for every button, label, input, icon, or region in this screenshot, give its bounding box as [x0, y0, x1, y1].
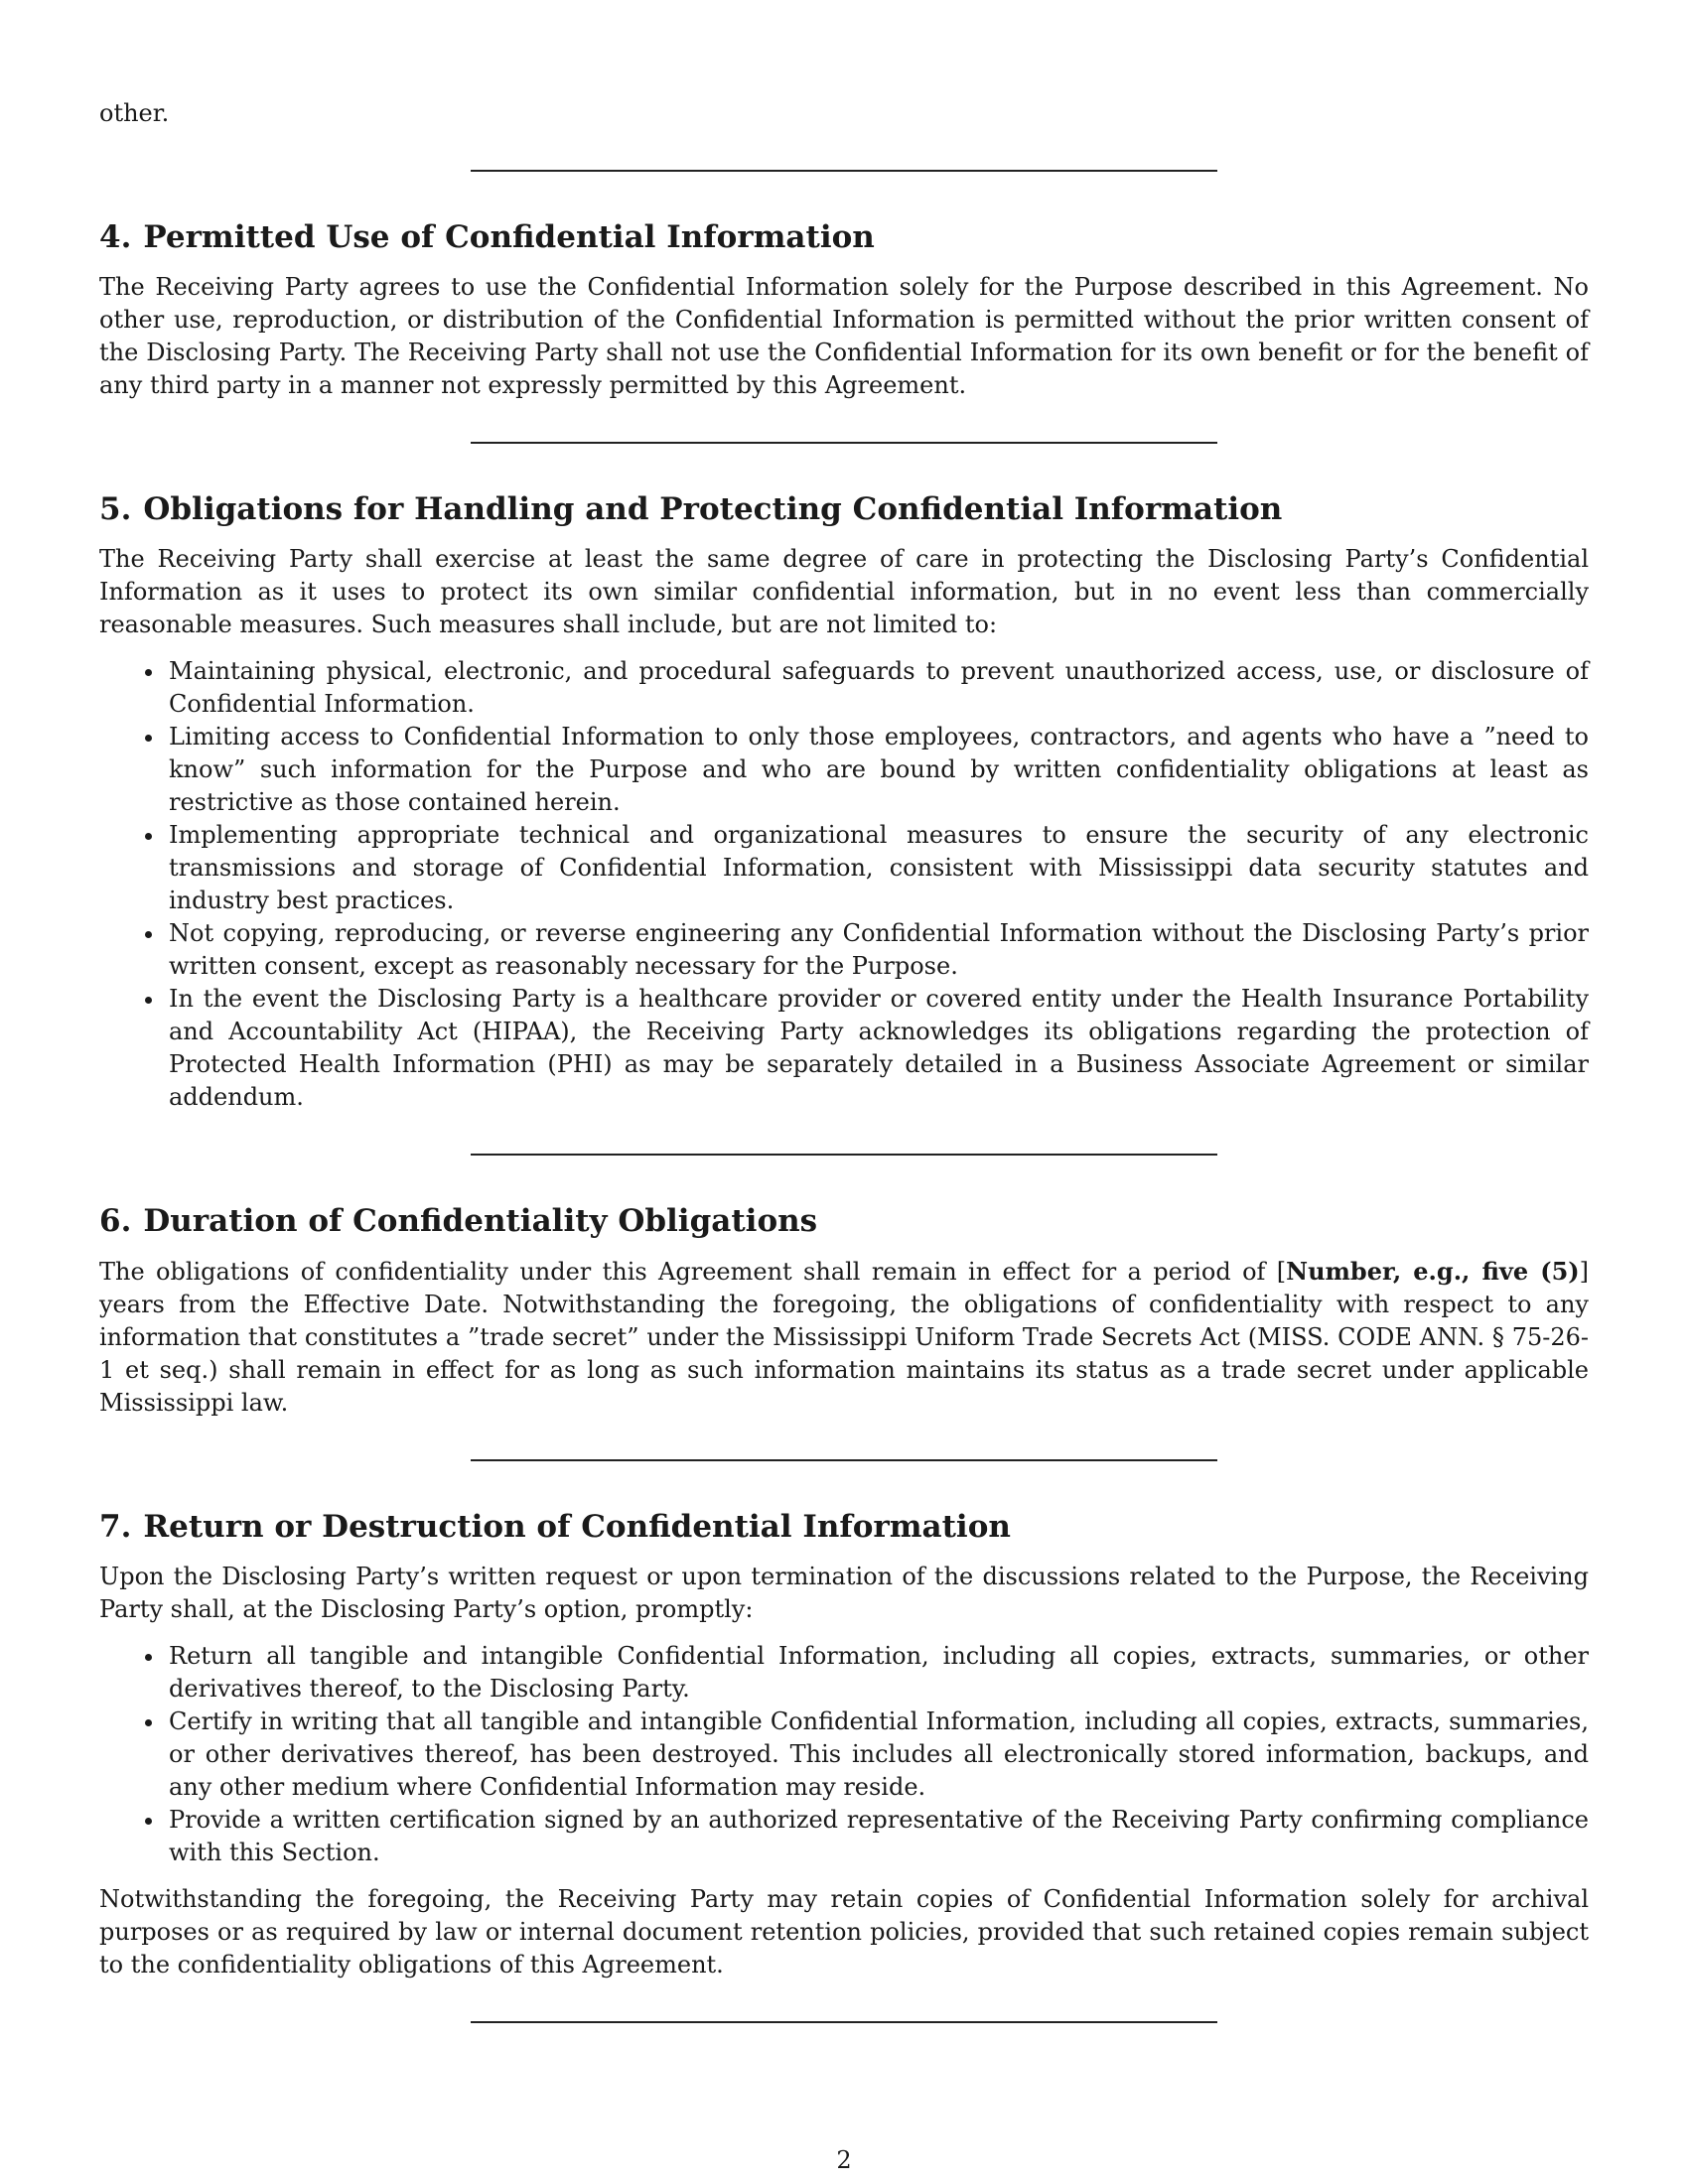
section-7-heading: [99, 1507, 1589, 1547]
section-6-placeholder: Number, e.g., five (5): [1286, 1257, 1580, 1286]
section-6-body-after: ] years from the Effective Date. Notwithstanding the foregoing, the obligations of confidentiality with respect to any information that constitutes a ”trade secret” under the Mississippi Uniform Trade Secrets Act (MISS. CODE ANN. § 75-26-1 et seq.) shall remain in effect for as long as such information maintains its status as a trade secret under applicable Mississippi law.: [99, 1258, 1589, 1417]
page-number: 2: [836, 2146, 852, 2174]
section-divider: [471, 2021, 1217, 2023]
section-6-title: Duration of Confidentiality Obligations: [143, 1203, 818, 1239]
section-6-body: [99, 1255, 1589, 1420]
section-divider: [471, 1154, 1217, 1156]
list-item: Provide a written certification signed by an authorized representative of the Receiving Party confirming compliance with this Section.: [169, 1804, 1589, 1869]
list-item: Not copying, reproducing, or reverse engineering any Confidential Information without the Disclosing Party’s prior written consent, except as reasonably necessary for the Purpose.: [169, 917, 1589, 983]
section-5-heading: [99, 489, 1589, 529]
document-body: [99, 97, 1589, 2023]
section-divider: [471, 170, 1217, 172]
section-4-number: 4.: [99, 219, 132, 255]
section-6-number: 6.: [99, 1203, 132, 1239]
section-divider: [471, 442, 1217, 444]
section-6-body-before: The obligations of confidentiality under this Agreement shall remain in effect for a period of [: [99, 1258, 1287, 1286]
carry-over-text: other.: [99, 99, 170, 127]
section-5-title: Obligations for Handling and Protecting Confidential Information: [143, 491, 1283, 527]
list-item: Certify in writing that all tangible and intangible Confidential Information, including all copies, extracts, summaries, or other derivatives thereof, has been destroyed. This includes all electronically stored information, backups, and any other medium where Confidential Information may reside.: [169, 1706, 1589, 1804]
list-item: Return all tangible and intangible Confidential Information, including all copies, extracts, summaries, or other derivatives thereof, to the Disclosing Party.: [169, 1640, 1589, 1706]
section-divider: [471, 1459, 1217, 1461]
section-5-number: 5.: [99, 491, 132, 527]
section-6-heading: [99, 1201, 1589, 1241]
section-7-number: 7.: [99, 1509, 132, 1545]
section-4-heading: [99, 217, 1589, 257]
list-item: Maintaining physical, electronic, and procedural safeguards to prevent unauthorized access, use, or disclosure of Confidential Information.: [169, 655, 1589, 721]
list-item: In the event the Disclosing Party is a healthcare provider or covered entity under the Health Insurance Portability and Accountability Act (HIPAA), the Receiving Party acknowledges its obligations regarding the protection of Protected Health Information (PHI) as may be separately detailed in a Business Associate Agreement or similar addendum.: [169, 983, 1589, 1114]
section-4-title: Permitted Use of Confidential Information: [143, 219, 875, 255]
section-5-body: The Receiving Party shall exercise at least the same degree of care in protecting the Disclosing Party’s Confidential Information as it uses to protect its own similar confidential information, but in no event less than commercially reasonable measures. Such measures shall include, but are not limited to:: [99, 545, 1589, 638]
list-item: Implementing appropriate technical and organizational measures to ensure the security of any electronic transmissions and storage of Confidential Information, consistent with Mississippi data security statutes and industry best practices.: [169, 819, 1589, 917]
section-7-list: [99, 1640, 1589, 1869]
section-4-body: The Receiving Party agrees to use the Confidential Information solely for the Purpose described in this Agreement. No other use, reproduction, or distribution of the Confidential Information is permitted without the prior written consent of the Disclosing Party. The Receiving Party shall not use the Confidential Information for its own benefit or for the benefit of any third party in a manner not expressly permitted by this Agreement.: [99, 273, 1589, 399]
section-7-title: Return or Destruction of Confidential Information: [143, 1509, 1011, 1545]
section-5-list: [99, 655, 1589, 1114]
section-7-closing: Notwithstanding the foregoing, the Receiving Party may retain copies of Confidential Information solely for archival purposes or as required by law or internal document retention policies, provided that such retained copies remain subject to the confidentiality obligations of this Agreement.: [99, 1885, 1589, 1979]
list-item: Limiting access to Confidential Information to only those employees, contractors, and agents who have a ”need to know” such information for the Purpose and who are bound by written confidentiality obligations at least as restrictive as those contained herein.: [169, 721, 1589, 819]
section-7-body: Upon the Disclosing Party’s written request or upon termination of the discussions related to the Purpose, the Receiving Party shall, at the Disclosing Party’s option, promptly:: [99, 1563, 1589, 1623]
